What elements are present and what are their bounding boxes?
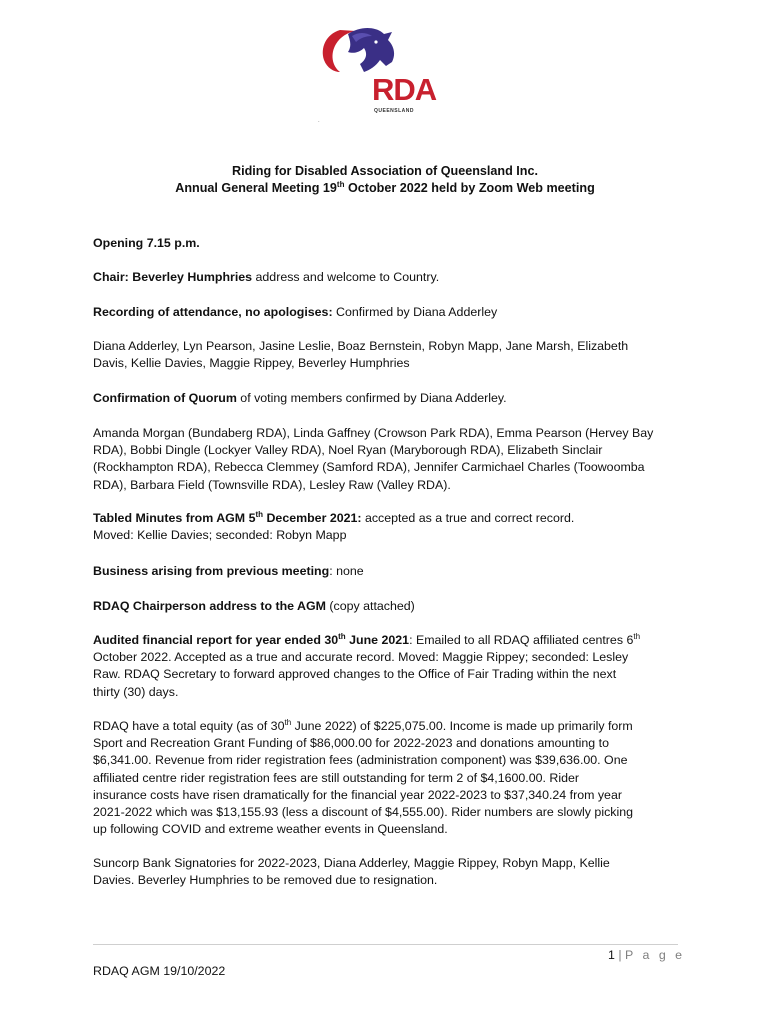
- equity-paragraph: RDAQ have a total equity (as of 30th June 2022) of $225,075.00. Income is made up primarily form Sport and Recreation Grant Funding of $86,000.00 for 2022-2023 and donations amounting to $6,341.00. Revenue from rider registration fees (administration component) was $39,636.00. One affiliated centre rider registration fees are still outstanding for term 2 of $4,1600.00. Rider insurance costs have risen dramatically for the financial year 2022-2023 to $37,340.24 from year 2021-2022 which was $13,155.93 (less a discount of $4,555.00). Rider numbers are slowly picking up following COVID and extreme weather events in Queensland.: [93, 717, 633, 837]
- quorum-paragraph: Confirmation of Quorum of voting members confirmed by Diana Adderley.: [93, 391, 507, 405]
- chairperson-address: RDAQ Chairperson address to the AGM (copy attached): [93, 599, 415, 613]
- logo-text: RDA: [372, 72, 437, 107]
- chair-paragraph: Chair: Beverley Humphries address and welcome to Country.: [93, 270, 440, 284]
- minutes-paragraph: Tabled Minutes from AGM 5th December 2021: accepted as a true and correct record. Moved: Kellie Davies; seconded: Robyn Mapp: [93, 509, 575, 543]
- signatories-paragraph: Suncorp Bank Signatories for 2022-2023, Diana Adderley, Maggie Rippey, Robyn Mapp, Kellie Davies. Beverley Humphries to be removed due to resignation.: [93, 856, 610, 888]
- opening: Opening 7.15 p.m.: [93, 236, 200, 250]
- attendance-names: Diana Adderley, Lyn Pearson, Jasine Leslie, Boaz Bernstein, Robyn Mapp, Jane Marsh, Elizabeth Davis, Kellie Davies, Maggie Rippey, Beverley Humphries: [93, 339, 629, 371]
- footer-divider: [93, 944, 678, 945]
- rda-logo: [318, 22, 437, 120]
- footer-doc-ref: RDAQ AGM 19/10/2022: [93, 964, 226, 978]
- logo-dot: .: [318, 118, 320, 124]
- quorum-members: Amanda Morgan (Bundaberg RDA), Linda Gaffney (Crowson Park RDA), Emma Pearson (Hervey Bay RDA), Bobbi Dingle (Lockyer Valley RDA), Noel Ryan (Maryborough RDA), Elizabeth Sinclair (Rockhampton RDA), Rebecca Clemmey (Samford RDA), Jennifer Carmichael Charles (Toowoomba RDA), Barbara Field (Townsville RDA), Lesley Raw (Valley RDA).: [93, 426, 654, 492]
- document-title-line2: Annual General Meeting 19th October 2022 held by Zoom Web meeting: [175, 179, 595, 195]
- attendance-paragraph: Recording of attendance, no apologises: Confirmed by Diana Adderley: [93, 305, 498, 319]
- logo-subtext: QUEENSLAND: [374, 108, 415, 114]
- audited-report-paragraph: Audited financial report for year ended 30th June 2021: Emailed to all RDAQ affiliated centres 6th October 2022. Accepted as a true and accurate record. Moved: Maggie Rippey; seconded: Lesley Raw. RDAQ Secretary to forward approved changes to the Office of Fair Trading within the next thirty (30) days.: [93, 631, 641, 699]
- business-arising: Business arising from previous meeting: none: [93, 564, 364, 578]
- document-title-line1: Riding for Disabled Association of Queensland Inc.: [231, 164, 539, 178]
- page-number: 1 | P a g e: [608, 948, 686, 962]
